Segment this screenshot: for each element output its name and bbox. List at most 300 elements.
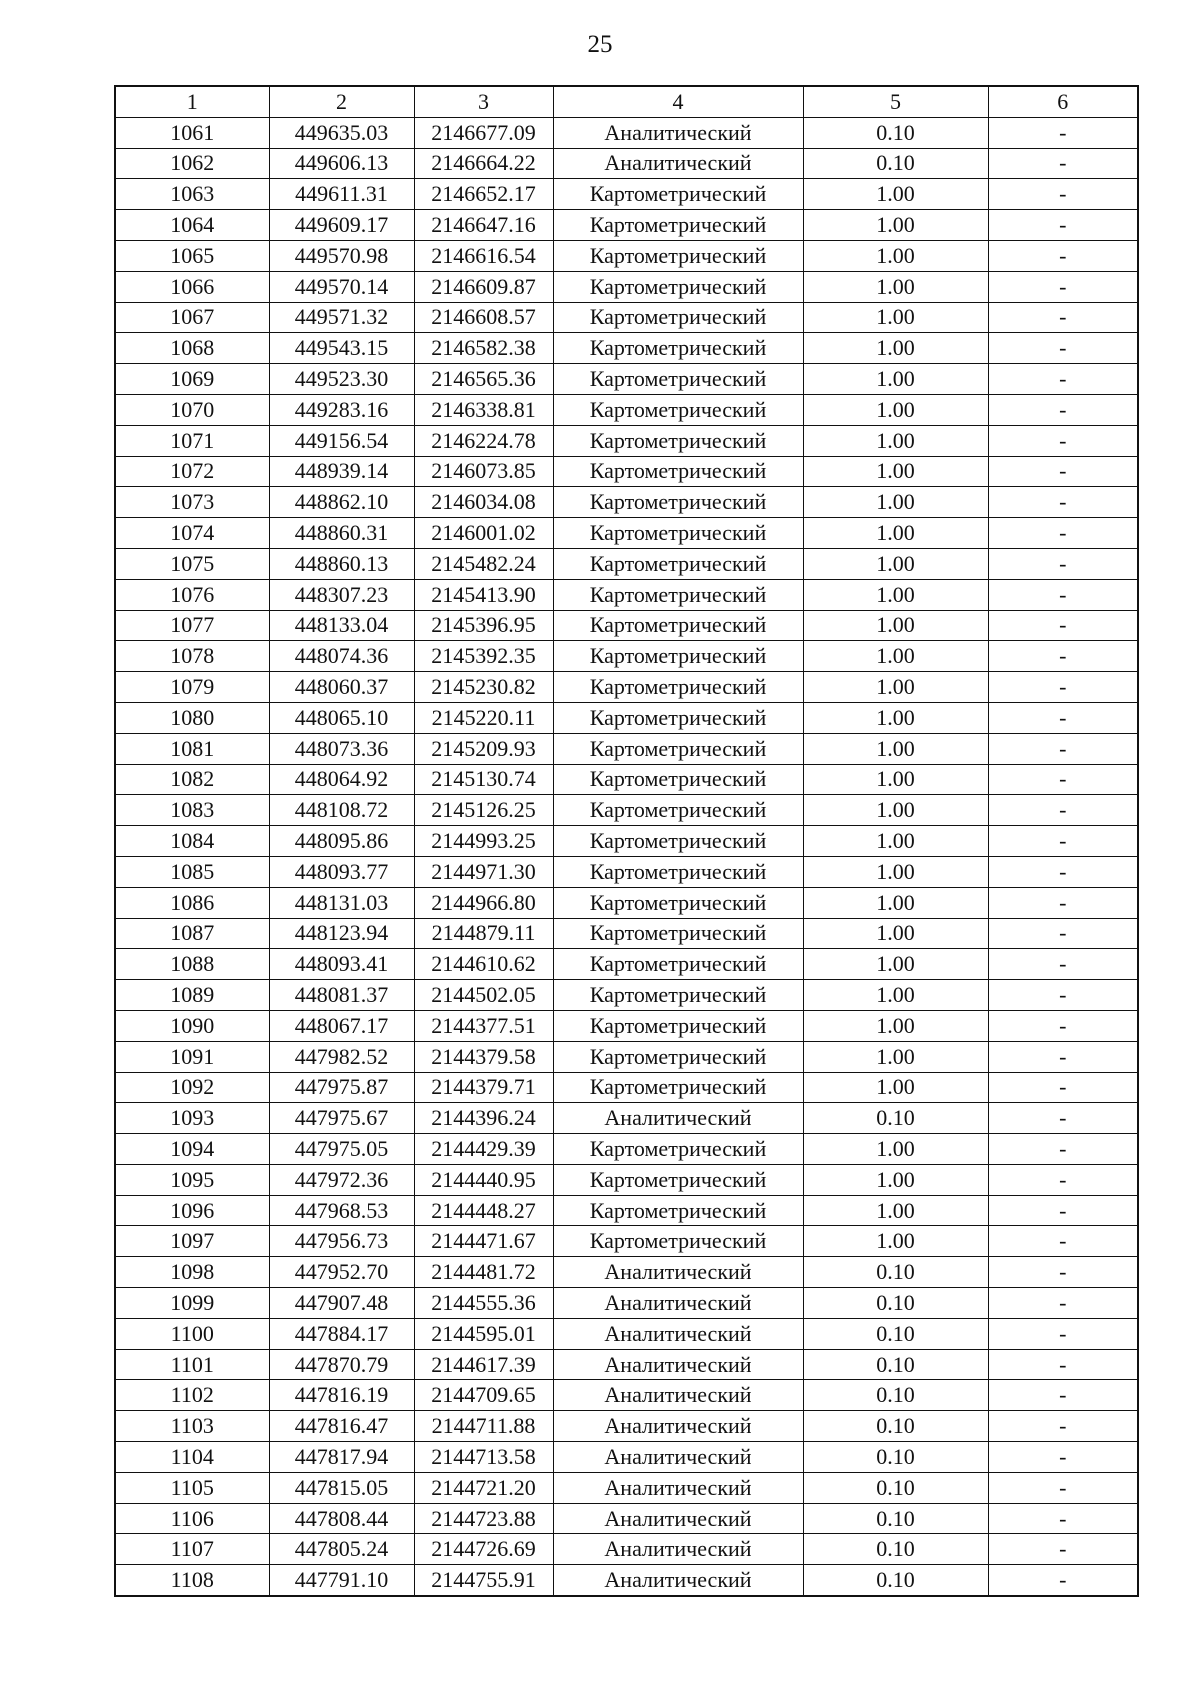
- x-coordinate-cell: 447791.10: [269, 1565, 414, 1596]
- y-coordinate-cell: 2145126.25: [414, 795, 553, 826]
- point-number-cell: 1106: [115, 1503, 269, 1534]
- method-cell: Картометрический: [553, 702, 803, 733]
- note-cell: -: [988, 764, 1138, 795]
- point-number-cell: 1103: [115, 1411, 269, 1442]
- table-row: [115, 641, 1138, 672]
- method-cell: Картометрический: [553, 394, 803, 425]
- x-coordinate-cell: 447808.44: [269, 1503, 414, 1534]
- table-row: [115, 733, 1138, 764]
- method-cell: Картометрический: [553, 364, 803, 395]
- note-cell: -: [988, 1503, 1138, 1534]
- method-cell: Картометрический: [553, 1041, 803, 1072]
- x-coordinate-cell: 449571.32: [269, 302, 414, 333]
- y-coordinate-cell: 2146609.87: [414, 271, 553, 302]
- y-coordinate-cell: 2146652.17: [414, 179, 553, 210]
- note-cell: -: [988, 1442, 1138, 1473]
- table-row: [115, 1134, 1138, 1165]
- accuracy-cell: 1.00: [803, 641, 988, 672]
- accuracy-cell: 1.00: [803, 980, 988, 1011]
- note-cell: -: [988, 333, 1138, 364]
- note-cell: -: [988, 1134, 1138, 1165]
- note-cell: -: [988, 271, 1138, 302]
- accuracy-cell: 1.00: [803, 1195, 988, 1226]
- table-row: [115, 1565, 1138, 1596]
- y-coordinate-cell: 2145482.24: [414, 548, 553, 579]
- note-cell: -: [988, 1472, 1138, 1503]
- y-coordinate-cell: 2144721.20: [414, 1472, 553, 1503]
- table-row: [115, 887, 1138, 918]
- y-coordinate-cell: 2145396.95: [414, 610, 553, 641]
- point-number-cell: 1065: [115, 240, 269, 271]
- method-cell: Аналитический: [553, 1565, 803, 1596]
- method-cell: Картометрический: [553, 333, 803, 364]
- accuracy-cell: 1.00: [803, 548, 988, 579]
- y-coordinate-cell: 2145130.74: [414, 764, 553, 795]
- y-coordinate-cell: 2146034.08: [414, 487, 553, 518]
- accuracy-cell: 0.10: [803, 1472, 988, 1503]
- method-cell: Картометрический: [553, 302, 803, 333]
- accuracy-cell: 1.00: [803, 949, 988, 980]
- x-coordinate-cell: 447870.79: [269, 1349, 414, 1380]
- x-coordinate-cell: 449570.14: [269, 271, 414, 302]
- note-cell: -: [988, 425, 1138, 456]
- point-number-cell: 1101: [115, 1349, 269, 1380]
- x-coordinate-cell: 447975.67: [269, 1103, 414, 1134]
- x-coordinate-cell: 448131.03: [269, 887, 414, 918]
- table-row: [115, 1411, 1138, 1442]
- y-coordinate-cell: 2146664.22: [414, 148, 553, 179]
- point-number-cell: 1098: [115, 1257, 269, 1288]
- y-coordinate-cell: 2144711.88: [414, 1411, 553, 1442]
- table-row: [115, 1349, 1138, 1380]
- note-cell: -: [988, 1565, 1138, 1596]
- point-number-cell: 1091: [115, 1041, 269, 1072]
- point-number-cell: 1108: [115, 1565, 269, 1596]
- note-cell: -: [988, 487, 1138, 518]
- method-cell: Картометрический: [553, 271, 803, 302]
- note-cell: -: [988, 1411, 1138, 1442]
- note-cell: -: [988, 1257, 1138, 1288]
- x-coordinate-cell: 448862.10: [269, 487, 414, 518]
- accuracy-cell: 0.10: [803, 1503, 988, 1534]
- y-coordinate-cell: 2144555.36: [414, 1288, 553, 1319]
- y-coordinate-cell: 2144379.58: [414, 1041, 553, 1072]
- accuracy-cell: 1.00: [803, 302, 988, 333]
- y-coordinate-cell: 2144502.05: [414, 980, 553, 1011]
- y-coordinate-cell: 2144709.65: [414, 1380, 553, 1411]
- x-coordinate-cell: 447907.48: [269, 1288, 414, 1319]
- point-number-cell: 1077: [115, 610, 269, 641]
- table-row: [115, 179, 1138, 210]
- point-number-cell: 1092: [115, 1072, 269, 1103]
- method-cell: Картометрический: [553, 240, 803, 271]
- note-cell: -: [988, 210, 1138, 241]
- x-coordinate-cell: 448860.13: [269, 548, 414, 579]
- point-number-cell: 1096: [115, 1195, 269, 1226]
- accuracy-cell: 0.10: [803, 1565, 988, 1596]
- y-coordinate-cell: 2144471.67: [414, 1226, 553, 1257]
- note-cell: -: [988, 733, 1138, 764]
- y-coordinate-cell: 2146338.81: [414, 394, 553, 425]
- note-cell: -: [988, 887, 1138, 918]
- note-cell: -: [988, 456, 1138, 487]
- accuracy-cell: 1.00: [803, 210, 988, 241]
- accuracy-cell: 0.10: [803, 1534, 988, 1565]
- method-cell: Картометрический: [553, 826, 803, 857]
- method-cell: Картометрический: [553, 1134, 803, 1165]
- page-number: 25: [587, 31, 613, 58]
- y-coordinate-cell: 2144755.91: [414, 1565, 553, 1596]
- y-coordinate-cell: 2144396.24: [414, 1103, 553, 1134]
- table-row: [115, 702, 1138, 733]
- table-body: [115, 117, 1138, 1596]
- accuracy-cell: 1.00: [803, 826, 988, 857]
- accuracy-cell: 1.00: [803, 364, 988, 395]
- method-cell: Картометрический: [553, 1072, 803, 1103]
- note-cell: -: [988, 856, 1138, 887]
- point-number-cell: 1080: [115, 702, 269, 733]
- table-row: [115, 1472, 1138, 1503]
- point-number-cell: 1102: [115, 1380, 269, 1411]
- y-coordinate-cell: 2146565.36: [414, 364, 553, 395]
- y-coordinate-cell: 2146677.09: [414, 117, 553, 148]
- y-coordinate-cell: 2145230.82: [414, 672, 553, 703]
- y-coordinate-cell: 2146582.38: [414, 333, 553, 364]
- accuracy-cell: 1.00: [803, 518, 988, 549]
- x-coordinate-cell: 447982.52: [269, 1041, 414, 1072]
- note-cell: -: [988, 1072, 1138, 1103]
- point-number-cell: 1072: [115, 456, 269, 487]
- y-coordinate-cell: 2146647.16: [414, 210, 553, 241]
- method-cell: Картометрический: [553, 887, 803, 918]
- accuracy-cell: 0.10: [803, 1288, 988, 1319]
- x-coordinate-cell: 447952.70: [269, 1257, 414, 1288]
- method-cell: Картометрический: [553, 610, 803, 641]
- accuracy-cell: 0.10: [803, 1318, 988, 1349]
- x-coordinate-cell: 448095.86: [269, 826, 414, 857]
- x-coordinate-cell: 447816.19: [269, 1380, 414, 1411]
- accuracy-cell: 0.10: [803, 1411, 988, 1442]
- point-number-cell: 1097: [115, 1226, 269, 1257]
- x-coordinate-cell: 449156.54: [269, 425, 414, 456]
- table-row: [115, 764, 1138, 795]
- method-cell: Картометрический: [553, 425, 803, 456]
- y-coordinate-cell: 2146616.54: [414, 240, 553, 271]
- column-header: 6: [988, 86, 1138, 117]
- table-row: [115, 394, 1138, 425]
- x-coordinate-cell: 448108.72: [269, 795, 414, 826]
- method-cell: Аналитический: [553, 1380, 803, 1411]
- table-row: [115, 1072, 1138, 1103]
- table-row: [115, 240, 1138, 271]
- point-number-cell: 1085: [115, 856, 269, 887]
- method-cell: Картометрический: [553, 179, 803, 210]
- table-row: [115, 425, 1138, 456]
- method-cell: Аналитический: [553, 1442, 803, 1473]
- accuracy-cell: 1.00: [803, 1010, 988, 1041]
- y-coordinate-cell: 2144713.58: [414, 1442, 553, 1473]
- accuracy-cell: 1.00: [803, 579, 988, 610]
- note-cell: -: [988, 826, 1138, 857]
- table-row: [115, 856, 1138, 887]
- point-number-cell: 1099: [115, 1288, 269, 1319]
- accuracy-cell: 1.00: [803, 795, 988, 826]
- point-number-cell: 1063: [115, 179, 269, 210]
- accuracy-cell: 1.00: [803, 918, 988, 949]
- note-cell: -: [988, 949, 1138, 980]
- table-row: [115, 610, 1138, 641]
- note-cell: -: [988, 980, 1138, 1011]
- point-number-cell: 1068: [115, 333, 269, 364]
- x-coordinate-cell: 448093.41: [269, 949, 414, 980]
- y-coordinate-cell: 2144726.69: [414, 1534, 553, 1565]
- x-coordinate-cell: 449570.98: [269, 240, 414, 271]
- table-row: [115, 1318, 1138, 1349]
- method-cell: Картометрический: [553, 1226, 803, 1257]
- accuracy-cell: 1.00: [803, 425, 988, 456]
- y-coordinate-cell: 2144440.95: [414, 1164, 553, 1195]
- note-cell: -: [988, 302, 1138, 333]
- point-number-cell: 1078: [115, 641, 269, 672]
- note-cell: -: [988, 1318, 1138, 1349]
- point-number-cell: 1107: [115, 1534, 269, 1565]
- method-cell: Аналитический: [553, 1257, 803, 1288]
- column-header: 4: [553, 86, 803, 117]
- table-row: [115, 1380, 1138, 1411]
- method-cell: Картометрический: [553, 918, 803, 949]
- y-coordinate-cell: 2144481.72: [414, 1257, 553, 1288]
- accuracy-cell: 1.00: [803, 333, 988, 364]
- method-cell: Картометрический: [553, 1010, 803, 1041]
- method-cell: Картометрический: [553, 1195, 803, 1226]
- point-number-cell: 1074: [115, 518, 269, 549]
- method-cell: Аналитический: [553, 1472, 803, 1503]
- method-cell: Картометрический: [553, 1164, 803, 1195]
- method-cell: Аналитический: [553, 1318, 803, 1349]
- x-coordinate-cell: 448065.10: [269, 702, 414, 733]
- method-cell: Аналитический: [553, 1288, 803, 1319]
- x-coordinate-cell: 447972.36: [269, 1164, 414, 1195]
- accuracy-cell: 0.10: [803, 117, 988, 148]
- method-cell: Картометрический: [553, 949, 803, 980]
- point-number-cell: 1066: [115, 271, 269, 302]
- accuracy-cell: 1.00: [803, 702, 988, 733]
- x-coordinate-cell: 447968.53: [269, 1195, 414, 1226]
- table-row: [115, 487, 1138, 518]
- point-number-cell: 1079: [115, 672, 269, 703]
- accuracy-cell: 0.10: [803, 148, 988, 179]
- accuracy-cell: 0.10: [803, 1380, 988, 1411]
- table-row: [115, 1257, 1138, 1288]
- table-row: [115, 1226, 1138, 1257]
- accuracy-cell: 1.00: [803, 610, 988, 641]
- point-number-cell: 1076: [115, 579, 269, 610]
- point-number-cell: 1083: [115, 795, 269, 826]
- y-coordinate-cell: 2144377.51: [414, 1010, 553, 1041]
- point-number-cell: 1090: [115, 1010, 269, 1041]
- note-cell: -: [988, 1226, 1138, 1257]
- table-row: [115, 579, 1138, 610]
- note-cell: -: [988, 240, 1138, 271]
- method-cell: Аналитический: [553, 1534, 803, 1565]
- accuracy-cell: 0.10: [803, 1257, 988, 1288]
- column-header: 5: [803, 86, 988, 117]
- method-cell: Картометрический: [553, 487, 803, 518]
- y-coordinate-cell: 2145209.93: [414, 733, 553, 764]
- method-cell: Аналитический: [553, 1349, 803, 1380]
- x-coordinate-cell: 449543.15: [269, 333, 414, 364]
- point-number-cell: 1105: [115, 1472, 269, 1503]
- accuracy-cell: 1.00: [803, 887, 988, 918]
- table-row: [115, 949, 1138, 980]
- accuracy-cell: 1.00: [803, 856, 988, 887]
- note-cell: -: [988, 1103, 1138, 1134]
- point-number-cell: 1064: [115, 210, 269, 241]
- y-coordinate-cell: 2144429.39: [414, 1134, 553, 1165]
- note-cell: -: [988, 117, 1138, 148]
- note-cell: -: [988, 1380, 1138, 1411]
- x-coordinate-cell: 448060.37: [269, 672, 414, 703]
- y-coordinate-cell: 2145220.11: [414, 702, 553, 733]
- method-cell: Аналитический: [553, 117, 803, 148]
- point-number-cell: 1087: [115, 918, 269, 949]
- y-coordinate-cell: 2144610.62: [414, 949, 553, 980]
- note-cell: -: [988, 795, 1138, 826]
- table-row: [115, 333, 1138, 364]
- method-cell: Картометрический: [553, 518, 803, 549]
- y-coordinate-cell: 2144879.11: [414, 918, 553, 949]
- y-coordinate-cell: 2145413.90: [414, 579, 553, 610]
- note-cell: -: [988, 672, 1138, 703]
- table-row: [115, 918, 1138, 949]
- note-cell: -: [988, 641, 1138, 672]
- note-cell: -: [988, 1349, 1138, 1380]
- table-row: [115, 456, 1138, 487]
- point-number-cell: 1086: [115, 887, 269, 918]
- note-cell: -: [988, 179, 1138, 210]
- accuracy-cell: 0.10: [803, 1103, 988, 1134]
- table-row: [115, 672, 1138, 703]
- x-coordinate-cell: 448123.94: [269, 918, 414, 949]
- x-coordinate-cell: 449635.03: [269, 117, 414, 148]
- note-cell: -: [988, 579, 1138, 610]
- x-coordinate-cell: 447956.73: [269, 1226, 414, 1257]
- table-row: [115, 518, 1138, 549]
- accuracy-cell: 1.00: [803, 672, 988, 703]
- note-cell: -: [988, 364, 1138, 395]
- column-header: 2: [269, 86, 414, 117]
- table-row: [115, 364, 1138, 395]
- accuracy-cell: 1.00: [803, 733, 988, 764]
- table-row: [115, 117, 1138, 148]
- table-row: [115, 302, 1138, 333]
- x-coordinate-cell: 447805.24: [269, 1534, 414, 1565]
- x-coordinate-cell: 448093.77: [269, 856, 414, 887]
- accuracy-cell: 1.00: [803, 179, 988, 210]
- note-cell: -: [988, 1288, 1138, 1319]
- method-cell: Картометрический: [553, 672, 803, 703]
- point-number-cell: 1089: [115, 980, 269, 1011]
- point-number-cell: 1100: [115, 1318, 269, 1349]
- note-cell: -: [988, 548, 1138, 579]
- y-coordinate-cell: 2144379.71: [414, 1072, 553, 1103]
- point-number-cell: 1088: [115, 949, 269, 980]
- x-coordinate-cell: 448939.14: [269, 456, 414, 487]
- table-row: [115, 1288, 1138, 1319]
- point-number-cell: 1062: [115, 148, 269, 179]
- table-row: [115, 1164, 1138, 1195]
- method-cell: Картометрический: [553, 456, 803, 487]
- y-coordinate-cell: 2144993.25: [414, 826, 553, 857]
- point-number-cell: 1070: [115, 394, 269, 425]
- accuracy-cell: 1.00: [803, 1072, 988, 1103]
- point-number-cell: 1075: [115, 548, 269, 579]
- x-coordinate-cell: 447815.05: [269, 1472, 414, 1503]
- table-row: [115, 1010, 1138, 1041]
- note-cell: -: [988, 702, 1138, 733]
- accuracy-cell: 1.00: [803, 487, 988, 518]
- method-cell: Аналитический: [553, 1103, 803, 1134]
- accuracy-cell: 1.00: [803, 764, 988, 795]
- method-cell: Аналитический: [553, 1503, 803, 1534]
- x-coordinate-cell: 448067.17: [269, 1010, 414, 1041]
- note-cell: -: [988, 148, 1138, 179]
- table-row: [115, 1195, 1138, 1226]
- method-cell: Аналитический: [553, 148, 803, 179]
- y-coordinate-cell: 2144448.27: [414, 1195, 553, 1226]
- column-header: 3: [414, 86, 553, 117]
- x-coordinate-cell: 447884.17: [269, 1318, 414, 1349]
- point-number-cell: 1067: [115, 302, 269, 333]
- x-coordinate-cell: 447975.87: [269, 1072, 414, 1103]
- method-cell: Картометрический: [553, 856, 803, 887]
- y-coordinate-cell: 2146224.78: [414, 425, 553, 456]
- accuracy-cell: 1.00: [803, 1134, 988, 1165]
- table-row: [115, 271, 1138, 302]
- accuracy-cell: 1.00: [803, 1226, 988, 1257]
- y-coordinate-cell: 2144971.30: [414, 856, 553, 887]
- accuracy-cell: 1.00: [803, 1041, 988, 1072]
- point-number-cell: 1073: [115, 487, 269, 518]
- x-coordinate-cell: 448073.36: [269, 733, 414, 764]
- table-row: [115, 148, 1138, 179]
- column-header: 1: [115, 86, 269, 117]
- y-coordinate-cell: 2145392.35: [414, 641, 553, 672]
- table-row: [115, 1503, 1138, 1534]
- accuracy-cell: 0.10: [803, 1442, 988, 1473]
- point-number-cell: 1061: [115, 117, 269, 148]
- y-coordinate-cell: 2146001.02: [414, 518, 553, 549]
- accuracy-cell: 1.00: [803, 394, 988, 425]
- method-cell: Аналитический: [553, 1411, 803, 1442]
- note-cell: -: [988, 1534, 1138, 1565]
- x-coordinate-cell: 447816.47: [269, 1411, 414, 1442]
- point-number-cell: 1081: [115, 733, 269, 764]
- point-number-cell: 1104: [115, 1442, 269, 1473]
- y-coordinate-cell: 2146608.57: [414, 302, 553, 333]
- x-coordinate-cell: 449283.16: [269, 394, 414, 425]
- point-number-cell: 1095: [115, 1164, 269, 1195]
- y-coordinate-cell: 2144966.80: [414, 887, 553, 918]
- y-coordinate-cell: 2146073.85: [414, 456, 553, 487]
- table-row: [115, 980, 1138, 1011]
- x-coordinate-cell: 447975.05: [269, 1134, 414, 1165]
- table-row: [115, 1041, 1138, 1072]
- x-coordinate-cell: 448860.31: [269, 518, 414, 549]
- method-cell: Картометрический: [553, 764, 803, 795]
- accuracy-cell: 1.00: [803, 240, 988, 271]
- table-row: [115, 1534, 1138, 1565]
